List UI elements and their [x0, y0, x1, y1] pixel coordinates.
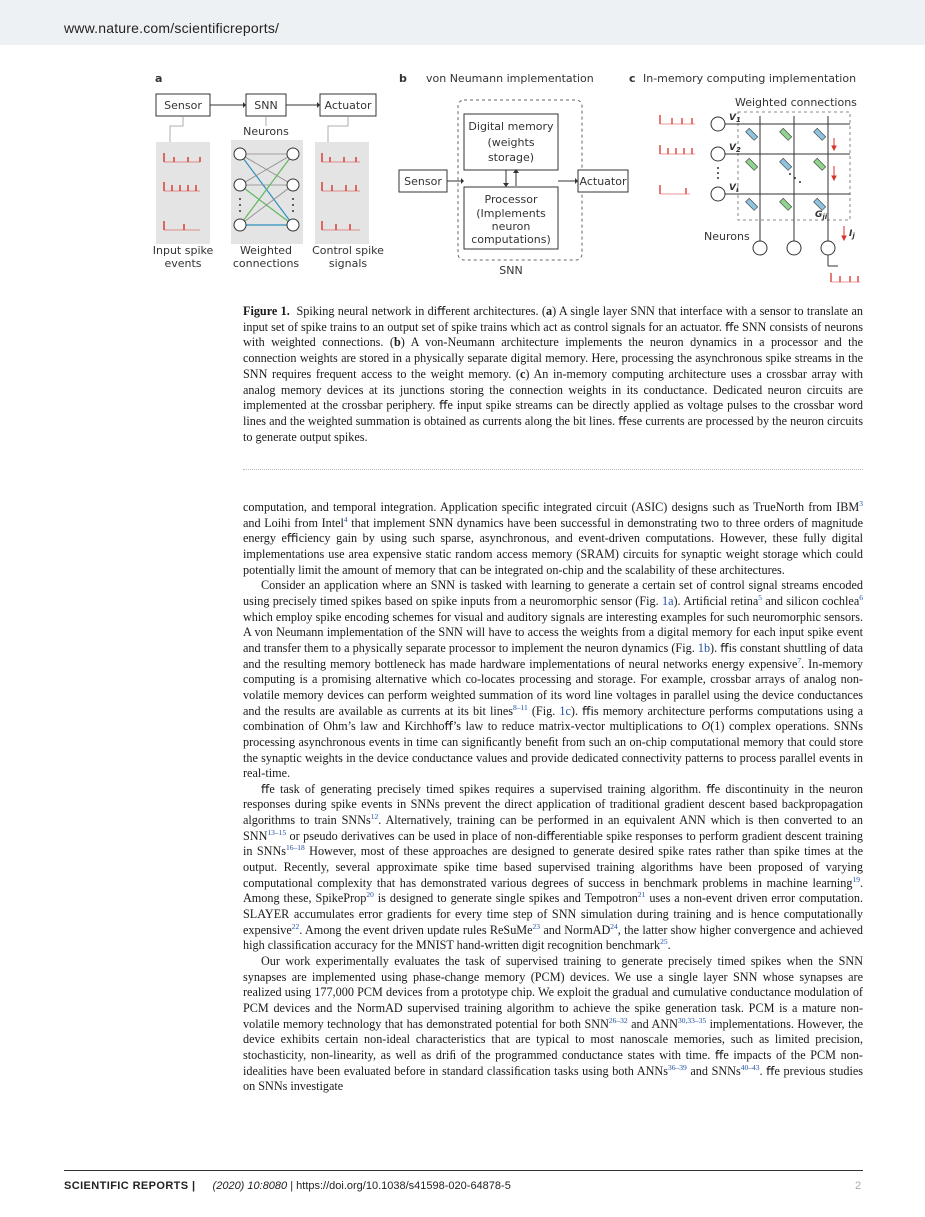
caption-divider [243, 469, 863, 470]
output-neuron-3 [821, 241, 835, 255]
output-neuron [287, 148, 299, 160]
panel-c-letter: c [629, 72, 636, 85]
citation-ref[interactable]: 4 [343, 514, 348, 524]
caption-b-text: A von-Neumann architecture implements the neuron dynamics in a processor and the connection weights are stored in a physically separate digital memory. Here, processing the asynchronous spike streams in the SNN requires frequent access to the weight memory. [243, 335, 864, 381]
weighted-connections-label: Weighted connections [735, 96, 857, 109]
implements-label-3: computations) [471, 233, 551, 246]
vi-label: $V_i$ [729, 183, 739, 194]
actuator-label: Actuator [324, 99, 372, 112]
figure-1 [150, 60, 870, 290]
citation-ref[interactable]: 8–11 [513, 702, 528, 712]
paragraph-2: Consider an application where an SNN is tasked with learning to generate a certain set of control signal streams encoded using precisely timed spikes based on spike inputs from a neuromorphic sensor (Fig. 1a). Artiﬁcial retina$^5$ and silicon cochlea$^6$ which employ spike encoding schemes for visual and auditory signals are interesting examples for such neuromorphic sensors. A von Neumann implementation of the SNN will have to access the weights from a digital memory for each input spike event and transfer them to a physically separate processor to implement the neuron dynamics (Fig. 1b). ﬀis constant shuttling of data and the resulting memory bottleneck has made hardware implementations of neural networks energy expensive$^7$. In-memory computing is a promising alternative which co-locates processing and storage. For example, crossbar arrays of analog non-volatile memory devices can perform weighted summation of its word line voltages in parallel using the device conductances and the results are available as currents at its bit lines$^{8-11}$ (Fig. 1c). ﬀis memory architecture performs computations using a combination of Ohm’s law and Kirchhoﬀ’s law to reduce matrix-vector multiplications to O(1) complex operations. SNNs processing asynchronous events in time can signiﬁcantly beneﬁt from such an on-chip computational memory that could store the synaptic weights in the device conductance values and provide dedicated connectivity patterns to process parallel events in real-time. [243, 578, 863, 781]
input-label-1: Input spike [152, 244, 214, 257]
citation-info: (2020) 10:8080 [212, 1180, 288, 1192]
caption-a-text: A single layer SNN that interface with a sensor to translate an input set of spike trains to an output set of spike trains which act as control signals for an actuator. ﬀe SNN consists of neurons with weighted connections. [243, 304, 864, 350]
citation-ref[interactable]: 3 [859, 498, 863, 508]
panel-b [399, 72, 628, 277]
doi-link[interactable]: | https://doi.org/10.1038/s41598-020-64878-5 [290, 1180, 511, 1192]
input-neuron-i [711, 187, 725, 201]
input-neuron [234, 148, 246, 160]
paragraph-4: Our work experimentally evaluates the task of supervised training to generate precisely timed spikes when the SNN synapses are implemented using phase-change memory (PCM) devices. We use a single layer SNN whose synapses are realized using 177,000 PCM devices from a prototype chip. We exploit the gradual and cumulative conductance modulation of PCM devices and the NormAD supervised training algorithm to achieve the spike generation task. PCM is a mature non-volatile memory technology that has demonstrated potential for both SNN$^{26-32}$ and ANN$^{30,33-35}$ implementations. However, the device exhibits certain non-ideal characteristics that are typical to most nanoscale memories, such as limited precision, stochasticity, non-linearity, as well as driﬁ of the programmed conductance states with time. ﬀe impacts of the PCM non-idealities have been evaluated before in standard classiﬁcation tasks using both ANNs$^{36-39}$ and SNNs$^{40-43}$. ﬀe previous studies on SNNs investigate [243, 954, 863, 1094]
figure-link[interactable]: 1c [559, 703, 571, 718]
neurons-label: Neurons [243, 125, 289, 138]
paragraph-3: ﬀe task of generating precisely timed spikes requires a supervised training algorithm. ﬀe discontinuity in the neuron responses during spike events in SNNs prevent the direct application of traditional gradient descent based backpropagation algorithms to train SNNs$^{12}$. Alternatively, training can be performed in an equivalent ANN which is then converted to an SNN$^{13-15}$ or pseudo derivatives can be used in place of non-diﬀerentiable spike responses to perform gradient descent training in SNNs$^{16-18}$ However, most of these approaches are designed to generate desired spike rates rather than spike times at the output. Recently, several approximate spike time based supervised training algorithms have been proposed of varying computational complexity that has demonstrated various degrees of success in benchmark problems in machine learning$^{19}$. Among these, SpikeProp$^{20}$ is designed to generate single spikes and Tempotron$^{21}$ uses a non-event driven error computation. SLAYER accumulates error gradients for every time step of SNN simulation during training and is hence computationally expensive$^{22}$. Among the event driven update rules ReSuMe$^{23}$ and NormAD$^{24}$, the latter show higher convergence and achieved high classiﬁcation accuracy for the MNIST hand-written digit recognition benchmark$^{25}$. [243, 781, 864, 953]
control-label-2: signals [328, 257, 368, 270]
citation-ref[interactable]: 36–39 [667, 1062, 687, 1072]
sensor-label: Sensor [164, 99, 202, 112]
citation-ref[interactable]: 20 [366, 890, 374, 900]
snn-label: SNN [254, 99, 278, 112]
panel-a [153, 72, 384, 270]
citation-ref[interactable]: 22 [291, 921, 300, 931]
neurons-label-c: Neurons [704, 230, 750, 243]
citation-ref[interactable]: 12 [370, 812, 379, 822]
output-neuron-2 [787, 241, 801, 255]
processor-label: Processor [484, 193, 538, 206]
panel-b-letter: b [399, 72, 407, 85]
control-label-1: Control spike [312, 244, 384, 257]
weights-label-2: storage) [487, 151, 535, 164]
crossbar-input-spikes [660, 115, 695, 194]
citation-ref[interactable]: 13–15 [267, 827, 287, 837]
caption-c-letter: c [519, 366, 526, 381]
implements-label-1: (Implements [476, 207, 546, 220]
citation-ref[interactable]: 7 [797, 655, 802, 665]
figure-title: Spiking neural network in diﬀerent architectures. [296, 304, 539, 318]
sensor-label-b: Sensor [404, 175, 442, 188]
page-number: 2 [855, 1180, 862, 1192]
v2-label: $V_2$ [729, 143, 741, 154]
output-neuron-1 [753, 241, 767, 255]
citation-ref[interactable]: 6 [859, 592, 863, 602]
v1-label: $V_1$ [729, 113, 741, 124]
paragraph-1: computation, and temporal integration. Application speciﬁc integrated circuit (ASIC) designs such as TrueNorth from IBM$^3$ and Loihi from Intel$^4$ that implement SNN dynamics have been successful in demonstrating two to three orders of magnitude energy eﬃciency gain by using such sparse, asynchronous, and event-driven computations. However, these fully digital implementations use area expensive static random access memory (SRAM) circuits for synaptic weight storage which could potentially limit the amount of memory that can be integrated on-chip and the scalability of these architectures. [243, 498, 863, 577]
crossbar-devices [746, 128, 826, 210]
caption-c-text: An in-memory computing architecture uses a crossbar array with analog memory devices at its junctions storing the connection weights in its conductance. Dedicated neuron circuits are implemented at the crossbar periphery. ﬀe input spike streams can be directly applied as voltage pulses to the crossbar word lines and the weighted summation is obtained as currents along the bit lines. ﬀese currents are processed by the neuron circuits to generate output spikes. [243, 366, 863, 444]
control-spike-panel [315, 142, 369, 244]
figure-link[interactable]: 1b [697, 640, 711, 655]
actuator-label-b: Actuator [579, 175, 627, 188]
citation-ref[interactable]: 19 [852, 874, 860, 884]
output-neuron [287, 219, 299, 231]
input-neuron-1 [711, 117, 725, 131]
snn-label-b: SNN [499, 264, 523, 277]
input-label-2: events [164, 257, 202, 270]
input-neuron [234, 179, 246, 191]
footer [64, 1180, 511, 1192]
citation-ref[interactable]: 25 [660, 937, 668, 947]
panel-a-letter: a [155, 72, 163, 85]
top-bar [0, 0, 925, 45]
citation-ref[interactable]: 30,33–35 [677, 1015, 707, 1025]
footer-rule [64, 1170, 863, 1171]
citation-ref[interactable]: 21 [637, 890, 646, 900]
article-body [243, 500, 863, 1095]
panel-c-title: In-memory computing implementation [643, 72, 857, 85]
panel-b-title: von Neumann implementation [426, 72, 594, 85]
journal-name: SCIENTIFIC REPORTS | [64, 1180, 196, 1192]
citation-ref[interactable]: 16–18 [286, 843, 305, 853]
gji-label: $G_{ji}$ [815, 210, 828, 221]
site-url[interactable]: www.nature.com/scientificreports/ [64, 20, 280, 36]
input-neuron-2 [711, 147, 725, 161]
weighted-label-1: Weighted [239, 244, 293, 257]
citation-ref[interactable]: 40–43 [740, 1062, 760, 1072]
panel-c [629, 72, 860, 282]
caption-b-letter: b [393, 335, 401, 350]
weighted-label-2: connections [232, 257, 300, 270]
figure-link[interactable]: 1a [661, 593, 674, 608]
weights-label-1: (weights [487, 136, 535, 149]
caption-a-letter: a [546, 304, 553, 318]
implements-label-2: neuron [491, 220, 531, 233]
figure-label: Figure 1. [243, 304, 290, 318]
figure-caption: Figure 1. Spiking neural network in diﬀerent architectures. (a) A single layer SNN that interface with a sensor to translate an input set of spike trains to an output set of spike trains which act as control signals for an actuator. ﬀe SNN consists of neurons with weighted connections. (b) A von-Neumann architecture implements the neuron dynamics in a processor and the connection weights are stored in a physically separate digital memory. Here, processing the asynchronous spike streams in the SNN requires frequent access to the weight memory. (c) An in-memory computing architecture uses a crossbar array with analog memory devices at its junctions storing the connection weights in its conductance. Dedicated neuron circuits are implemented at the crossbar periphery. ﬀe input spike streams can be directly applied as voltage pulses to the crossbar word lines and the weighted summation is obtained as currents along the bit lines. ﬀese currents are processed by the neuron circuits to generate output spikes. [243, 304, 864, 444]
citation-ref[interactable]: 23 [532, 921, 541, 931]
crossbar-output-spikes [831, 273, 860, 282]
citation-ref[interactable]: 5 [758, 592, 763, 602]
input-neuron [234, 219, 246, 231]
ij-label: $I_j$ [849, 229, 855, 240]
citation-ref[interactable]: 26–32 [608, 1015, 628, 1025]
digital-memory-label: Digital memory [468, 120, 554, 133]
output-neuron [287, 179, 299, 191]
current-arrows [832, 138, 846, 240]
citation-ref[interactable]: 24 [610, 921, 618, 931]
